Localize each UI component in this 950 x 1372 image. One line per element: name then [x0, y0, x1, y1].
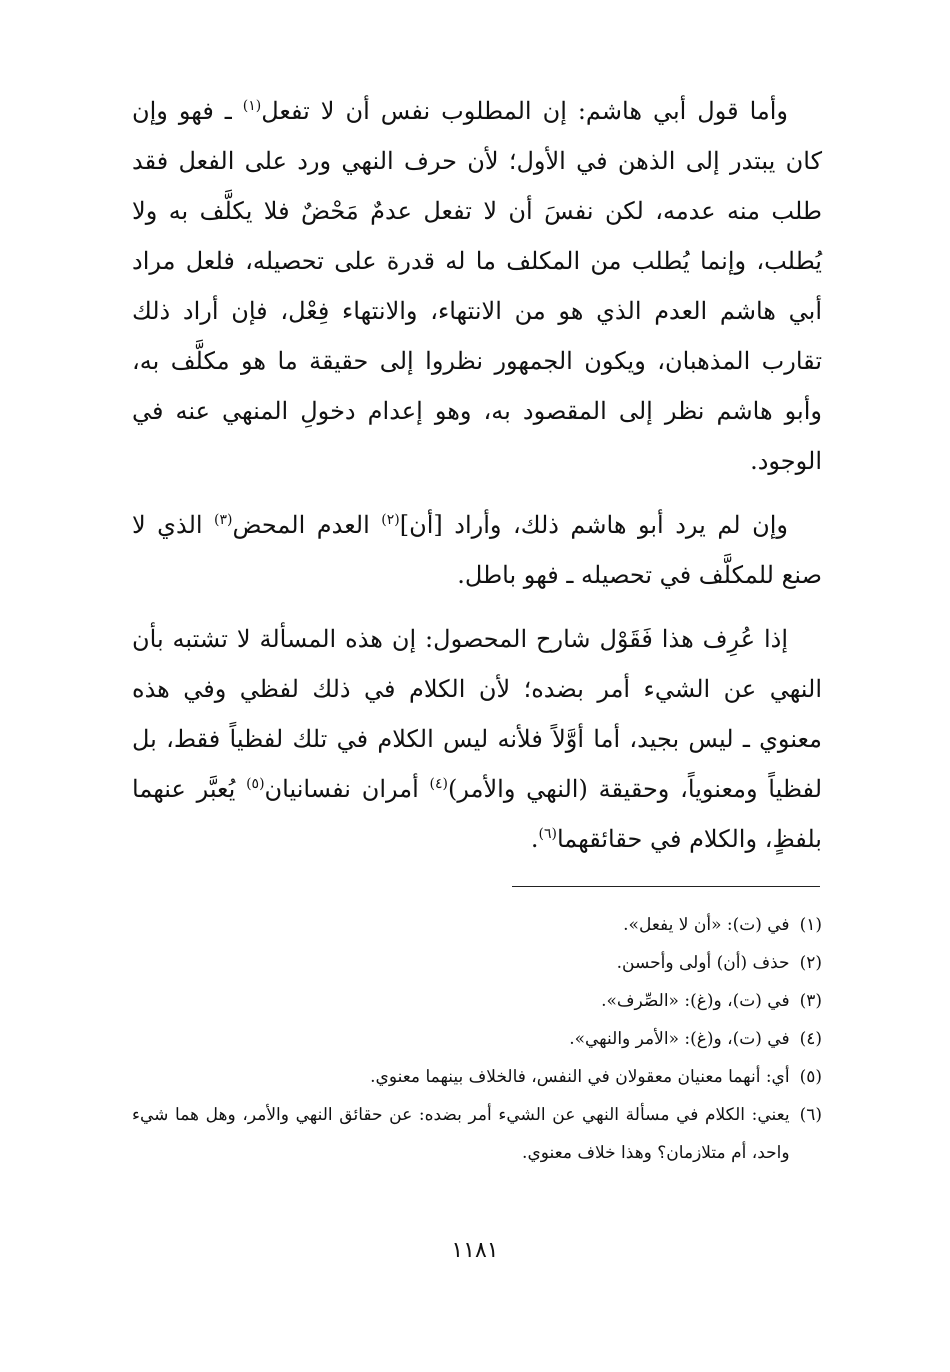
footnote-marker: (٣) [214, 512, 233, 528]
footnote-number: (٥) [799, 1067, 822, 1087]
footnote-item [132, 1096, 822, 1172]
footnote-marker: (٢) [381, 512, 400, 528]
footnote-text: في (ت): «أن لا يفعل». [623, 915, 790, 935]
footnote-text: حذف (أن) أولى وأحسن. [616, 953, 790, 973]
text-run: العدم المحض [232, 511, 382, 539]
footnote-text: في (ت)، و(غ): «الصِّرف». [601, 991, 790, 1011]
footnote-marker: (٤) [429, 776, 448, 792]
text-run: وأما قول أبي هاشم: إن المطلوب نفس أن لا تفعل [261, 97, 788, 125]
footnote-marker: (٥) [246, 776, 265, 792]
footnote-item [132, 1020, 822, 1058]
footnote-marker: (٦) [538, 826, 557, 842]
footnote-number: (٤) [799, 1029, 822, 1049]
footnote-item [132, 944, 822, 982]
footnote-marker: (١) [242, 98, 262, 114]
text-run: الذي لا صنع للمكلَّف في تحصيله ـ فهو باطل. [132, 511, 822, 589]
text-run: وإن لم يرد أبو هاشم ذلك، وأراد [أن] [399, 511, 788, 539]
footnotes [132, 906, 822, 1172]
footnote-number: (١) [799, 915, 822, 935]
footnote-item [132, 982, 822, 1020]
footnote-text: في (ت)، و(غ): «الأمر والنهي». [569, 1029, 790, 1049]
text-run: إذا عُرِف هذا فَقَوْل شارح المحصول: إن هذه المسألة لا تشتبه بأن النهي عن الشيء أمر بضده؛ لأن الكلام في ذلك لفظي وفي هذه معنوي ـ ليس بجيد، أما أوَّلاً فلأنه ليس الكلام في تلك لفظياً فقط، بل لفظياً ومعنوياً، وحقيقة (النهي والأمر) [132, 625, 823, 803]
text-run: يُعبَّر عنهما بلفظٍ، والكلام في حقائقهما [132, 775, 822, 853]
footnote-item [132, 906, 822, 944]
footnote-text: يعني: الكلام في مسألة النهي عن الشيء أمر بضده: عن حقائق النهي والأمر، وهل هما شيء واحد، أم متلازمان؟ وهذا خلاف معنوي. [132, 1105, 790, 1163]
text-run: . [530, 825, 539, 853]
page-number: ١١٨١ [451, 1238, 499, 1263]
footnote-item [132, 1058, 822, 1096]
paragraph [132, 86, 822, 486]
footnote-number: (٣) [799, 991, 822, 1011]
footnote-text: أي: أنهما معنيان معقولان في النفس، فالخلاف بينهما معنوي. [370, 1067, 790, 1087]
main-text [132, 86, 822, 878]
footnote-number: (٢) [799, 953, 822, 973]
footnote-separator [512, 886, 820, 887]
paragraph [132, 500, 822, 600]
text-run: أمران نفسانيان [264, 775, 430, 803]
footnote-number: (٦) [799, 1105, 822, 1125]
text-run: ـ فهو وإن كان يبتدر إلى الذهن في الأول؛ لأن حرف النهي ورد على الفعل فقد طلب منه عدمه، لكن نفسَ أن لا تفعل عدمٌ مَحْضٌ فلا يكلَّف به ولا يُطلب، وإنما يُطلب من المكلف ما له قدرة على تحصيله، فلعل مراد أبي هاشم العدم الذي هو من الانتهاء، والانتهاء فِعْل، فإن أراد ذلك تقارب المذهبان، ويكون الجمهور نظروا إلى حقيقة ما هو مكلَّف به، وأبو هاشم نظر إلى المقصود به، وهو إعدام دخولِ المنهي عنه في الوجود. [132, 97, 822, 475]
paragraph [132, 614, 822, 864]
